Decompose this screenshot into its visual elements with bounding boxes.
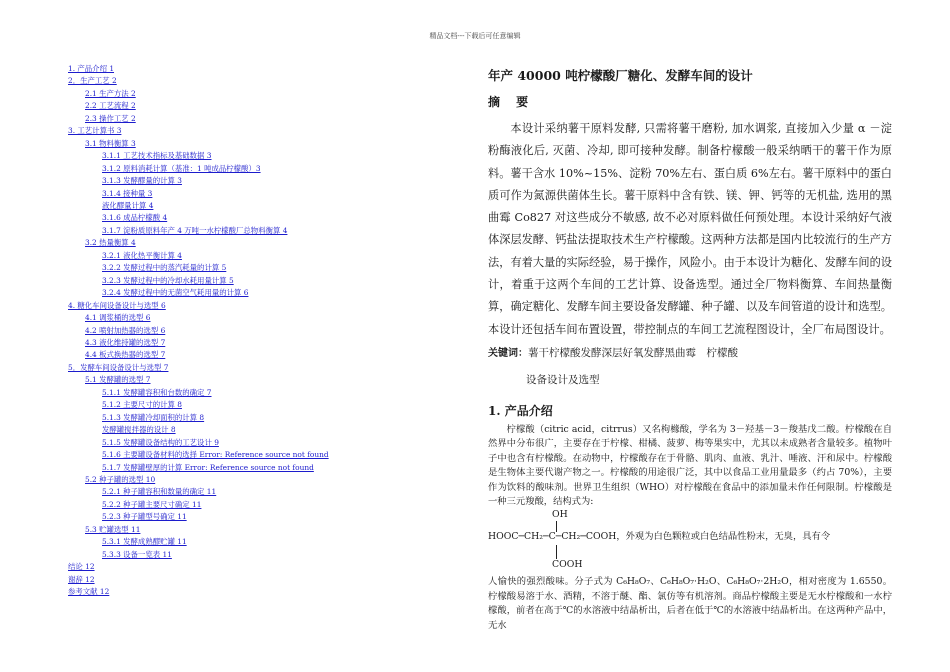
toc-link[interactable]: 5.1.7 发酵罐壁厚的计算 Error: Reference source not found [102, 462, 314, 472]
abstract-heading: 摘 要 [488, 95, 535, 109]
toc-link[interactable]: 5.1.2 主要尺寸的计算 8 [102, 400, 182, 410]
formula-bond-bottom [556, 545, 557, 559]
toc-link[interactable]: 5.1.3 发酵罐冷却面积的计算 8 [102, 412, 205, 422]
toc-link[interactable]: 5.3.1 发酵成熟醪贮罐 11 [102, 537, 187, 547]
toc-link[interactable]: 5.1 发酵罐的选型 7 [85, 375, 151, 385]
section-paragraph-continued: 人愉快的强烈酸味。分子式为 C₆H₈O₇、C₆H₈O₇·H₂O、C₆H₈O₇·2H₂O，相对密度为 1.6550。柠檬酸易溶于水、酒精，不溶于醚、酯、氯仿等有机溶剂。商品柠檬酸主要是无水柠檬酸和一水柠檬酸，前者在高于℃的水溶液中结晶析出，后者在低于℃的水溶液中结晶析出。在这两种产品中，无水 [488, 576, 892, 631]
toc-link[interactable]: 5.2.3 种子罐型号确定 11 [102, 512, 187, 522]
keywords-text: 薯干柠檬酸发酵深层好氧发酵黑曲霉 柠檬酸 [528, 346, 738, 359]
toc-link[interactable]: 3.2 热量衡算 4 [85, 238, 136, 248]
toc-link[interactable]: 5.3.3 设备一览表 11 [102, 549, 172, 559]
section-title: 1. 产品介绍 [488, 403, 553, 418]
toc-link[interactable]: 3.1.6 成品柠檬酸 4 [102, 213, 168, 223]
toc-link[interactable]: 3.2.2 发酵过程中的蒸汽耗量的计算 5 [102, 263, 227, 273]
toc-link[interactable]: 3.2.3 发酵过程中的冷却水耗用量计算 5 [102, 275, 234, 285]
keywords-label: 关键词： [488, 347, 528, 359]
toc-link[interactable]: 2.1 生产方法 2 [85, 88, 136, 98]
section-paragraph: 柠檬酸（citric acid，citrrus）又名枸橼酸，学名为 3－羟基－3－羧基戊二酸。柠檬酸在自然界中分布很广，主要存在于柠檬、柑橘、菠萝、梅等果实中，尤其以未成熟者含量较多。植物叶子中也含有柠檬酸。在动物中，柠檬酸存在于骨骼、肌肉、血液、乳汁、唾液、汗和尿中。柠檬酸是生物体主要代谢产物之一。柠檬酸的用途很广泛，其中以食品工业用量最多（约占 70%），主要作为饮料的酸味剂。世界卫生组织（WHO）对柠檬酸在食品中的添加量未作任何限制。柠檬酸是一种三元羧酸，结构式为: [488, 423, 892, 507]
toc-link[interactable]: 3.2.1 液化热平衡计算 4 [102, 250, 182, 260]
toc-link[interactable]: 5.1.1 发酵罐容积和台数的确定 7 [102, 387, 212, 397]
toc-link[interactable]: 2.2 工艺流程 2 [85, 101, 136, 111]
toc-link[interactable]: 发酵罐搅拌器的设计 8 [102, 425, 176, 435]
keywords-line [488, 343, 892, 364]
toc-link[interactable]: 4.2 喷射加热器的选型 6 [85, 325, 166, 335]
toc-link[interactable]: 3.1.4 接种量 3 [102, 188, 153, 198]
toc-link[interactable]: 5.1.5 发酵罐设备结构的工艺设计 9 [102, 437, 219, 447]
toc-link[interactable]: 4. 糖化车间设备设计与选型 6 [68, 300, 166, 310]
toc-link[interactable]: 5.3 贮罐选型 11 [85, 524, 141, 534]
document-title: 年产 40000 吨柠檬酸厂糖化、发酵车间的设计 [488, 68, 753, 83]
toc-link[interactable]: 液化醪量计算 4 [102, 200, 154, 210]
table-of-contents [68, 63, 468, 598]
keywords-continuation: 设备设计及选型 [526, 373, 600, 386]
abstract-text: 本设计采纳薯干原料发酵, 只需将薯干磨粉, 加水调浆, 直接加入少量 α －淀粉酶液化后, 灭菌、冷却, 即可接种发酵。制备柠檬酸一般采纳晒干的薯干作为原料。薯干含水 10%~15%、淀粉 70%左右、蛋白质 6%左右。薯干原料中的蛋白质可作为氮源供菌体生长。薯干原料中含有铁、镁、钾、钙等的无机盐, 选用的黑曲霉 Co827 对这些成分不敏感, 故不必对原料做任何预处理。本设计采纳好气液体深层发酵、钙盐法提取技术生产柠檬酸。这两种方法都是国内比较流行的生产方法，有着大量的实际经验，易于操作，风险小。由于本设计为糖化、发酵车间的设计，着重于这两个车间的工艺计算、设备选型。通过全厂物料衡算、车间热量衡算，确定糖化、发酵车间主要设备发酵罐、种子罐、以及车间管道的设计和选型。本设计还包括车间布置设置，带控制点的车间工艺流程图设计，全厂布局图设计。 [488, 122, 892, 336]
formula-oh: OH [552, 509, 568, 521]
toc-link[interactable]: 3.1.3 发酵醪量的计算 3 [102, 176, 182, 186]
toc-link[interactable]: 结论 12 [68, 562, 95, 572]
main-content [488, 66, 892, 633]
toc-link[interactable]: 5.2 种子罐的选型 10 [85, 474, 156, 484]
toc-link[interactable]: 5.1.6 主要罐设备材料的选择 Error: Reference source not found [102, 450, 329, 460]
toc-link[interactable]: 4.1 调浆桶的选型 6 [85, 313, 151, 323]
formula-main-chain: HOOC─CH₂─C─CH₂─COOH，外观为白色颗粒或白色结晶性粉末，无臭，具有令 [488, 531, 831, 543]
page-header: 精品文档---下载后可任意编辑 [429, 32, 521, 40]
toc-link[interactable]: 3.2.4 发酵过程中的无菌空气耗用量的计算 6 [102, 288, 249, 298]
toc-link[interactable]: 谢辞 12 [68, 574, 95, 584]
toc-link[interactable]: 3.1.2 原料消耗计算（基准：1 吨成品柠檬酸）3 [102, 163, 261, 173]
toc-link[interactable]: 参考文献 12 [68, 587, 110, 597]
toc-link[interactable]: 3.1 物料衡算 3 [85, 138, 136, 148]
toc-link[interactable]: 5.2.2 种子罐主要尺寸确定 11 [102, 499, 202, 509]
formula-cooh: COOH [552, 559, 583, 571]
toc-link[interactable]: 5.2.1 种子罐容积和数量的确定 11 [102, 487, 217, 497]
toc-link[interactable]: 3.1.7 淀粉质原料年产 4 万吨一水柠檬酸厂总物料衡算 4 [102, 225, 288, 235]
toc-link[interactable]: 1. 产品介绍 1 [68, 64, 115, 73]
toc-link[interactable]: 2.3 操作工艺 2 [85, 113, 136, 123]
toc-link[interactable]: 2．生产工艺 2 [68, 76, 117, 86]
toc-link[interactable]: 3.1.1 工艺技术指标及基础数据 3 [102, 151, 212, 161]
toc-link[interactable]: 3. 工艺计算书 3 [68, 126, 122, 136]
toc-link[interactable]: 4.3 液化维持罐的选型 7 [85, 337, 166, 347]
toc-link[interactable]: 4.4 板式换热器的选型 7 [85, 350, 166, 360]
structural-formula [488, 509, 892, 575]
toc-link[interactable]: 5．发酵车间设备设计与选型 7 [68, 362, 169, 372]
